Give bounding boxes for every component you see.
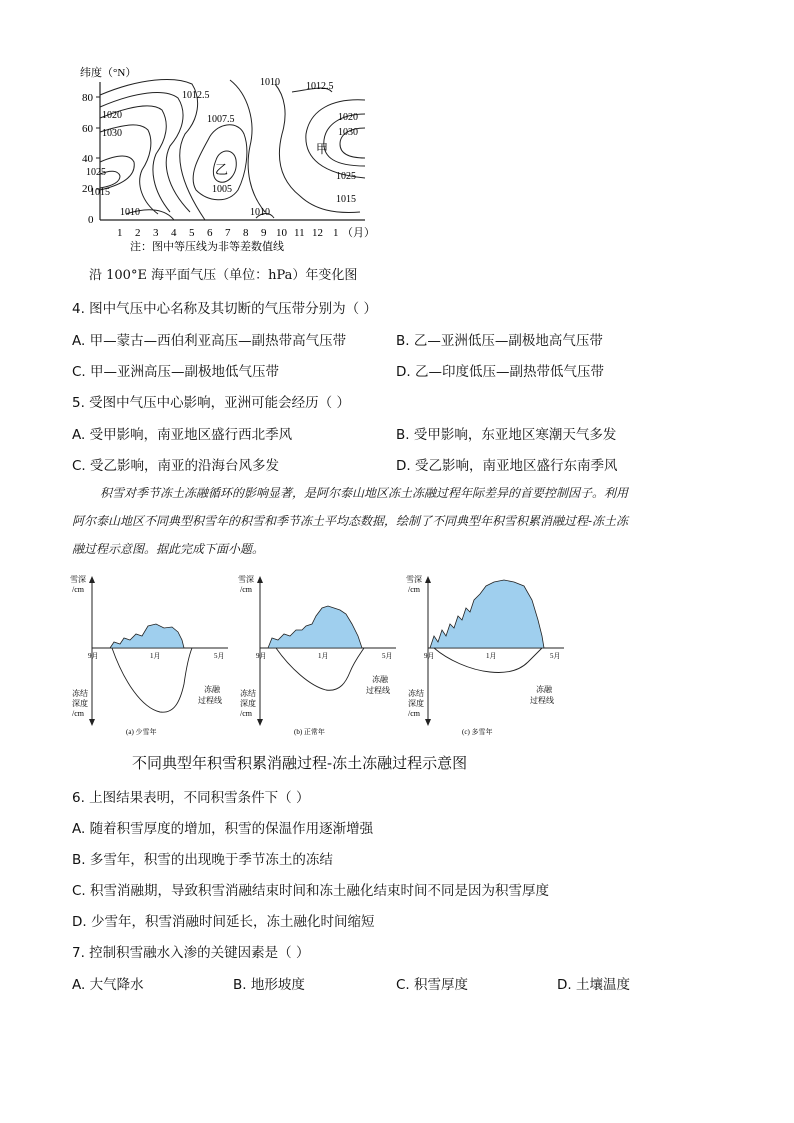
isobar-label: 1015	[90, 187, 110, 198]
x-tick: 11	[294, 227, 305, 239]
isobar-label: 1010	[260, 77, 280, 88]
isobar-label: 1010	[120, 207, 140, 218]
x-tick: 1	[117, 227, 123, 239]
q4-option-d[interactable]: D. 乙—印度低压—副热带低气压带	[396, 364, 604, 380]
y-tick-20: 20	[82, 183, 93, 195]
snow-depth-label: 雪深	[406, 575, 422, 584]
panel-b-normal	[236, 572, 406, 742]
x-tick: 2	[135, 227, 141, 239]
x-tick: 7	[225, 227, 231, 239]
y-tick-0: 0	[88, 214, 94, 226]
isobar-label: 1020	[338, 112, 358, 123]
q5-option-c[interactable]: C. 受乙影响，南亚的沿海台风多发	[72, 458, 280, 474]
x-tick: 9	[261, 227, 267, 239]
curve-label: 冻融	[204, 685, 220, 694]
q6-option-d[interactable]: D. 少雪年，积雪消融时间延长，冻土融化时间缩短	[72, 914, 375, 930]
isobar-label: 1025	[86, 167, 106, 178]
frost-depth-unit: /cm	[72, 709, 84, 718]
q7-stem: 7. 控制积雪融水入渗的关键因素是（ ）	[72, 945, 310, 961]
q4-option-a[interactable]: A. 甲—蒙古—西伯利亚高压—副热带高气压带	[72, 333, 347, 349]
figure-note: 注：图中等压线为非等差数值线	[130, 241, 284, 253]
q7-option-b[interactable]: B. 地形坡度	[233, 977, 305, 993]
frost-depth-label: 深度	[240, 699, 256, 708]
isobar-label: 1012.5	[306, 81, 334, 92]
q5-option-b[interactable]: B. 受甲影响，东亚地区寒潮天气多发	[396, 427, 617, 443]
x-ticks	[117, 226, 375, 239]
snow-depth-unit: /cm	[408, 585, 420, 594]
frost-depth-unit: /cm	[240, 709, 252, 718]
q6-option-c[interactable]: C. 积雪消融期，导致积雪消融结束时间和冻土融化结束时间不同是因为积雪厚度	[72, 883, 550, 899]
isobar-label: 1005	[212, 184, 232, 195]
figure-1-caption: 沿 100°E 海平面气压（单位：hPa）年变化图	[89, 268, 358, 283]
panel-c-heavy-snow	[404, 572, 574, 742]
q6-option-b[interactable]: B. 多雪年，积雪的出现晚于季节冻土的冻结	[72, 852, 333, 868]
q6-option-a[interactable]: A. 随着积雪厚度的增加，积雪的保温作用逐渐增强	[72, 821, 374, 837]
x-tick: 3	[153, 227, 159, 239]
curve-label: 冻融	[536, 685, 552, 694]
curve-label: 过程线	[198, 696, 222, 705]
isobar-label: 1010	[250, 207, 270, 218]
y-axis-label: 纬度（°N）	[80, 67, 137, 79]
curve-label: 过程线	[366, 686, 390, 695]
frost-depth-label: 深度	[408, 699, 424, 708]
passage-line-1: 积雪对季节冻土冻融循环的影响显著，是阿尔泰山地区冻土冻融过程年际差异的首要控制因子。利用	[100, 486, 629, 500]
month-label: 1月	[318, 652, 329, 660]
snow-depth-label: 雪深	[238, 575, 254, 584]
month-label: 1月	[150, 652, 161, 660]
center-yi: 乙	[215, 162, 229, 177]
snow-area	[430, 580, 544, 648]
panel-a-little-snow	[68, 572, 238, 742]
center-jia: 甲	[316, 142, 329, 156]
y-ticks	[82, 92, 100, 226]
q5-option-d[interactable]: D. 受乙影响，南亚地区盛行东南季风	[396, 458, 618, 474]
x-tick: 12	[312, 227, 323, 239]
panel-caption: (a) 少雪年	[126, 728, 157, 736]
month-label: 5月	[214, 652, 225, 660]
frost-depth-unit: /cm	[408, 709, 420, 718]
snow-depth-unit: /cm	[240, 585, 252, 594]
isobar-label: 1007.5	[207, 114, 235, 125]
isobar-label: 1020	[102, 110, 122, 121]
panel-caption: (b) 正常年	[294, 728, 325, 736]
month-label: 5月	[550, 652, 561, 660]
q5-stem: 5. 受图中气压中心影响，亚洲可能会经历（ ）	[72, 395, 350, 411]
curve-label: 冻融	[372, 675, 388, 684]
isobar-label: 1015	[336, 194, 356, 205]
y-tick-80: 80	[82, 92, 93, 104]
x-tick: 6	[207, 227, 213, 239]
frost-depth-label: 冻结	[240, 689, 256, 698]
isobar-label: 1012.5	[182, 90, 210, 101]
q4-stem: 4. 图中气压中心名称及其切断的气压带分别为（ ）	[72, 301, 377, 317]
q7-option-c[interactable]: C. 积雪厚度	[396, 977, 469, 993]
x-tick: 1	[333, 227, 339, 239]
q4-option-c[interactable]: C. 甲—亚洲高压—副极地低气压带	[72, 364, 280, 380]
month-label: 9月	[88, 652, 99, 660]
y-tick-60: 60	[82, 123, 93, 135]
isobar-figure	[70, 62, 390, 257]
x-tick: 5	[189, 227, 195, 239]
isobar-label: 1025	[336, 171, 356, 182]
x-tick: 10	[276, 227, 287, 239]
figure-2-title: 不同典型年积雪积累消融过程-冻土冻融过程示意图	[132, 754, 468, 772]
snow-depth-unit: /cm	[72, 585, 84, 594]
q5-option-a[interactable]: A. 受甲影响，南亚地区盛行西北季风	[72, 427, 293, 443]
reading-passage	[72, 479, 722, 563]
month-label: 1月	[486, 652, 497, 660]
q7-option-d[interactable]: D. 土壤温度	[557, 977, 630, 993]
passage-line-3: 融过程示意图。据此完成下面小题。	[72, 542, 265, 556]
curve-label: 过程线	[530, 696, 554, 705]
isobar-label: 1030	[102, 128, 122, 139]
x-unit: （月）	[342, 227, 375, 239]
isobar-label: 1030	[338, 127, 358, 138]
y-tick-40: 40	[82, 153, 93, 165]
x-tick: 4	[171, 227, 177, 239]
snow-area	[110, 624, 184, 648]
q4-option-b[interactable]: B. 乙—亚洲低压—副极地高气压带	[396, 333, 603, 349]
q7-option-a[interactable]: A. 大气降水	[72, 977, 144, 993]
frost-depth-label: 深度	[72, 699, 88, 708]
snow-depth-label: 雪深	[70, 575, 86, 584]
snow-area	[268, 606, 362, 648]
frost-depth-label: 冻结	[72, 689, 88, 698]
q6-stem: 6. 上图结果表明，不同积雪条件下（ ）	[72, 790, 310, 806]
x-tick: 8	[243, 227, 249, 239]
month-label: 9月	[256, 652, 267, 660]
month-label: 5月	[382, 652, 393, 660]
panel-caption: (c) 多雪年	[462, 728, 493, 736]
passage-line-2: 阿尔泰山地区不同典型积雪年的积雪和季节冻土平均态数据，绘制了不同典型年积雪积累消融过程-冻土冻	[72, 514, 629, 528]
month-label: 9月	[424, 652, 435, 660]
frost-depth-label: 冻结	[408, 689, 424, 698]
